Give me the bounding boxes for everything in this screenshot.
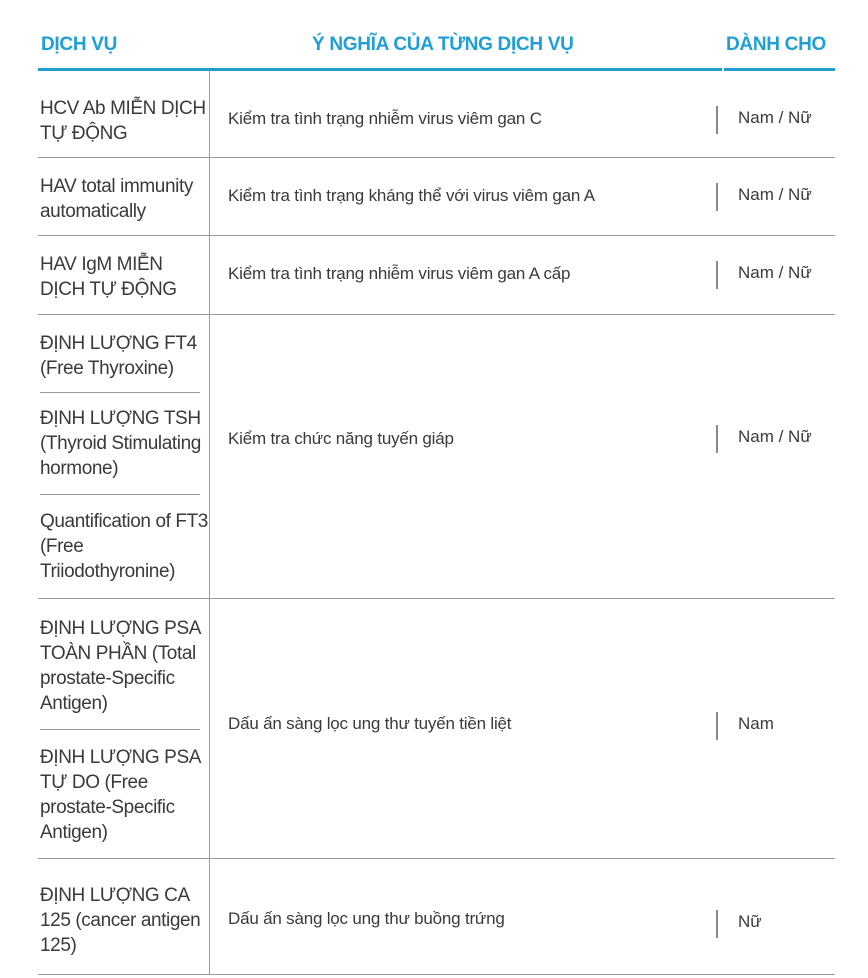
for-divider: [716, 183, 718, 211]
sub-row-divider: [40, 392, 200, 393]
row-divider: [38, 157, 835, 158]
row-divider: [38, 598, 835, 599]
service-name: ĐỊNH LƯỢNG FT4 (Free Thyroxine): [40, 333, 197, 379]
service-name: Quantification of FT3 (Free Triiodothyronine): [40, 511, 208, 582]
for-divider: [716, 106, 718, 134]
service-for: Nữ: [738, 912, 762, 931]
sub-row-divider: [40, 494, 200, 495]
service-meaning: Kiểm tra chức năng tuyến giáp: [228, 429, 454, 448]
row-divider: [38, 974, 835, 975]
row-divider: [38, 858, 835, 859]
service-name: HCV Ab MIỄN DỊCH TỰ ĐỘNG: [40, 98, 206, 144]
service-for: Nam / Nữ: [738, 108, 812, 127]
for-divider: [716, 712, 718, 740]
column-header-service: DỊCH VỤ: [41, 34, 118, 55]
service-name: ĐỊNH LƯỢNG TSH (Thyroid Stimulating hormone): [40, 408, 201, 479]
service-meaning: Kiểm tra tình trạng kháng thể với virus viêm gan A: [228, 186, 595, 205]
header-rule: [38, 68, 722, 71]
service-meaning: Dấu ấn sàng lọc ung thư buồng trứng: [228, 909, 505, 928]
service-meaning: Kiểm tra tình trạng nhiễm virus viêm gan C: [228, 109, 542, 128]
row-divider: [38, 314, 835, 315]
service-name: ĐỊNH LƯỢNG PSA TỰ DO (Free prostate-Specific Antigen): [40, 747, 200, 843]
service-name: HAV total immunity automatically: [40, 176, 193, 222]
for-divider: [716, 425, 718, 453]
column-header-meaning: Ý NGHĨA CỦA TỪNG DỊCH VỤ: [312, 34, 574, 55]
service-meaning: Kiểm tra tình trạng nhiễm virus viêm gan A cấp: [228, 264, 571, 283]
column-header-for: DÀNH CHO: [726, 34, 826, 55]
service-for: Nam: [738, 714, 774, 733]
service-for: Nam / Nữ: [738, 263, 812, 282]
header-rule-right: [724, 68, 835, 71]
for-divider: [716, 910, 718, 938]
row-divider: [38, 235, 835, 236]
service-for: Nam / Nữ: [738, 185, 812, 204]
service-name: ĐỊNH LƯỢNG PSA TOÀN PHẦN (Total prostate-Specific Antigen): [40, 618, 200, 714]
service-name: ĐỊNH LƯỢNG CA 125 (cancer antigen 125): [40, 885, 201, 956]
service-name: HAV IgM MIỄN DỊCH TỰ ĐỘNG: [40, 254, 177, 300]
column-divider: [209, 71, 210, 975]
service-meaning: Dấu ấn sàng lọc ung thư tuyến tiền liệt: [228, 714, 512, 733]
sub-row-divider: [40, 729, 200, 730]
for-divider: [716, 261, 718, 289]
service-for: Nam / Nữ: [738, 427, 812, 446]
table-header: [0, 0, 868, 72]
